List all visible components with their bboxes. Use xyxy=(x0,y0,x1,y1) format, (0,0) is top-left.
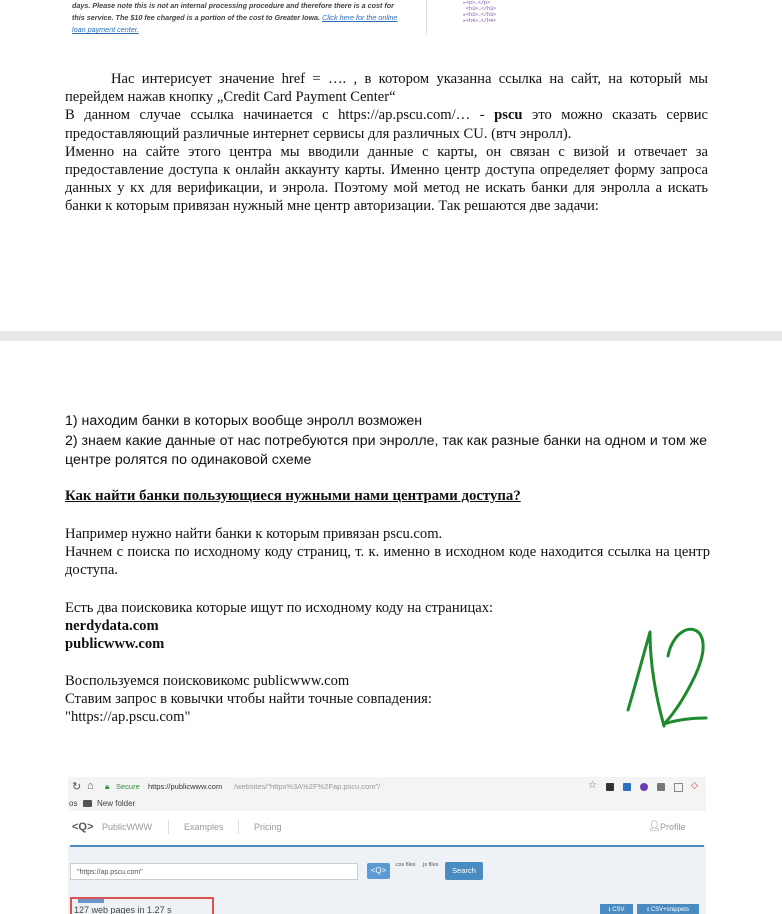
result-highlight-box xyxy=(70,897,214,914)
note-text: Please note this is not an internal processing procedure and therefore there is a cost for this service. The $10 fee charged is a portion of the cost to Greater Iowa. xyxy=(72,1,394,22)
source-code-panel xyxy=(426,0,710,34)
handwritten-digit-1 xyxy=(628,632,664,726)
user-icon: 👤︎ xyxy=(648,821,661,832)
publicwww-screenshot xyxy=(68,777,706,914)
page-separator xyxy=(0,331,782,341)
extension-icon[interactable] xyxy=(657,783,665,791)
example-line: Начнем с поиска по исходному коду страниц, т. к. именно в исходном коде находится ссылка на центр доступа. xyxy=(65,544,710,579)
code-line: ▸<h3>…</h3> xyxy=(463,12,497,18)
css-files-button[interactable]: .css files xyxy=(394,862,416,868)
search-area xyxy=(68,845,706,914)
extension-icon[interactable] xyxy=(674,783,683,792)
logo-icon[interactable]: <Q> xyxy=(72,821,94,833)
payment-note xyxy=(72,0,402,36)
paragraph-pscu xyxy=(65,106,708,142)
nav-examples[interactable]: Examples xyxy=(184,822,224,832)
code-line: <h3>…</h3> xyxy=(463,6,497,12)
site-navbar xyxy=(68,811,706,846)
code-line: ▸<h4>…</h4> xyxy=(463,18,497,24)
url-base[interactable]: https://publicwww.com xyxy=(148,782,223,791)
csv-label: CSV xyxy=(612,907,625,913)
folder-icon xyxy=(83,800,92,807)
loan-payment-link[interactable]: Click here for the online loan payment center. xyxy=(72,13,398,34)
accent-line xyxy=(70,845,704,847)
engine-nerdydata: nerdydata.com xyxy=(65,618,159,635)
usage-paragraph xyxy=(65,672,710,727)
bookmark-prefix: os xyxy=(69,799,78,808)
csv-button[interactable]: ⭳ CSV xyxy=(600,904,633,914)
example-line: Например нужно найти банки к которым привязан pscu.com. xyxy=(65,526,443,542)
paragraph-access-center: Именно на сайте этого центра мы вводили данные с карты, он связан с визой и отвечает за предоставление доступа к онлайн аккаунту карты. Именно центр доступа определяет форму запроса данных у кх для верификации, и энрола. Поэтому мой метод не искать банки для энролла а искать банки к которым привязан нужный мне центр авторизации. Так решаются две задачи: xyxy=(65,143,708,215)
example-paragraph xyxy=(65,525,710,580)
paragraph-pscu-end: это можно сказать сервис предоставляющий различные интернет сервисы для различных CU. (втч энролл). xyxy=(65,107,709,142)
cropped-screenshot-top xyxy=(70,0,710,36)
extension-icon[interactable]: ◇ xyxy=(691,780,698,790)
js-files-button[interactable]: .js files xyxy=(421,862,439,868)
result-count: 127 web pages in 1.27 s xyxy=(74,905,172,914)
note-prefix: days. xyxy=(72,1,93,10)
profile-link[interactable]: Profile xyxy=(660,822,686,832)
csv-snippets-label: CSV+snippets xyxy=(650,907,689,913)
engine-publicwww: publicwww.com xyxy=(65,636,165,653)
list-item: 2) знаем какие данные от нас потребуются при энролле, так как разные банки на одном и том же центре ролятся по одинаковой схеме xyxy=(65,432,708,468)
lock-icon: 🔒︎ xyxy=(105,782,110,791)
csv-snippets-button[interactable]: ⭳ CSV+snippets xyxy=(637,904,699,914)
usage-line: "https://ap.pscu.com" xyxy=(65,709,191,726)
result-tag xyxy=(78,899,104,903)
usage-line: Ставим запрос в ковычки чтобы найти точные совпадения: xyxy=(65,691,432,708)
star-icon[interactable]: ☆ xyxy=(588,780,597,791)
secure-label: Secure xyxy=(116,782,140,791)
extension-icon[interactable] xyxy=(606,783,614,791)
nav-divider xyxy=(168,820,169,834)
paragraph-href: Нас интерисует значение href = …. , в котором указанна ссылка на сайт, на который мы перейдем нажав кнопку „Credit Card Payment Center“ xyxy=(65,71,708,106)
section-heading: Как найти банки пользующиеся нужными нами центрами доступа? xyxy=(65,488,521,504)
search-input[interactable]: "https://ap.pscu.com" xyxy=(70,863,358,880)
bookmark-folder[interactable]: New folder xyxy=(97,799,136,808)
site-brand[interactable]: PublicWWW xyxy=(102,822,152,832)
home-icon[interactable]: ⌂ xyxy=(87,780,94,792)
nav-pricing[interactable]: Pricing xyxy=(254,822,282,832)
handwritten-number xyxy=(620,620,712,732)
reload-icon[interactable]: ↻ xyxy=(72,781,82,793)
bookmarks-bar xyxy=(68,797,706,811)
search-button[interactable]: Search xyxy=(445,862,483,880)
usage-line: Воспользуемся поисковикомс publicwww.com xyxy=(65,673,350,689)
task-list xyxy=(65,412,715,471)
browser-address-bar xyxy=(68,777,706,798)
code-line: ▸<p>…</p> xyxy=(463,0,491,6)
extension-icon[interactable] xyxy=(640,783,648,791)
html-search-button[interactable]: <Q> xyxy=(367,863,390,879)
paragraph-pscu-bold: pscu xyxy=(494,107,523,124)
engines-intro: Есть два поисковика которые ищут по исходному коду на страницах: xyxy=(65,600,494,616)
url-path[interactable]: /websites/"https%3A%2F%2Fap.pscu.com"/ xyxy=(234,782,381,791)
handwritten-digit-2 xyxy=(664,629,706,724)
nav-divider xyxy=(238,820,239,834)
paragraph-pscu-start: В данном случае ссылка начинается с https://ap.pscu.com/… - xyxy=(65,107,495,124)
document-body-page1 xyxy=(65,70,708,216)
extension-icon[interactable] xyxy=(623,783,631,791)
engines-paragraph xyxy=(65,599,710,654)
list-item: 1) находим банки в которых вообще энролл возможен xyxy=(65,413,423,429)
